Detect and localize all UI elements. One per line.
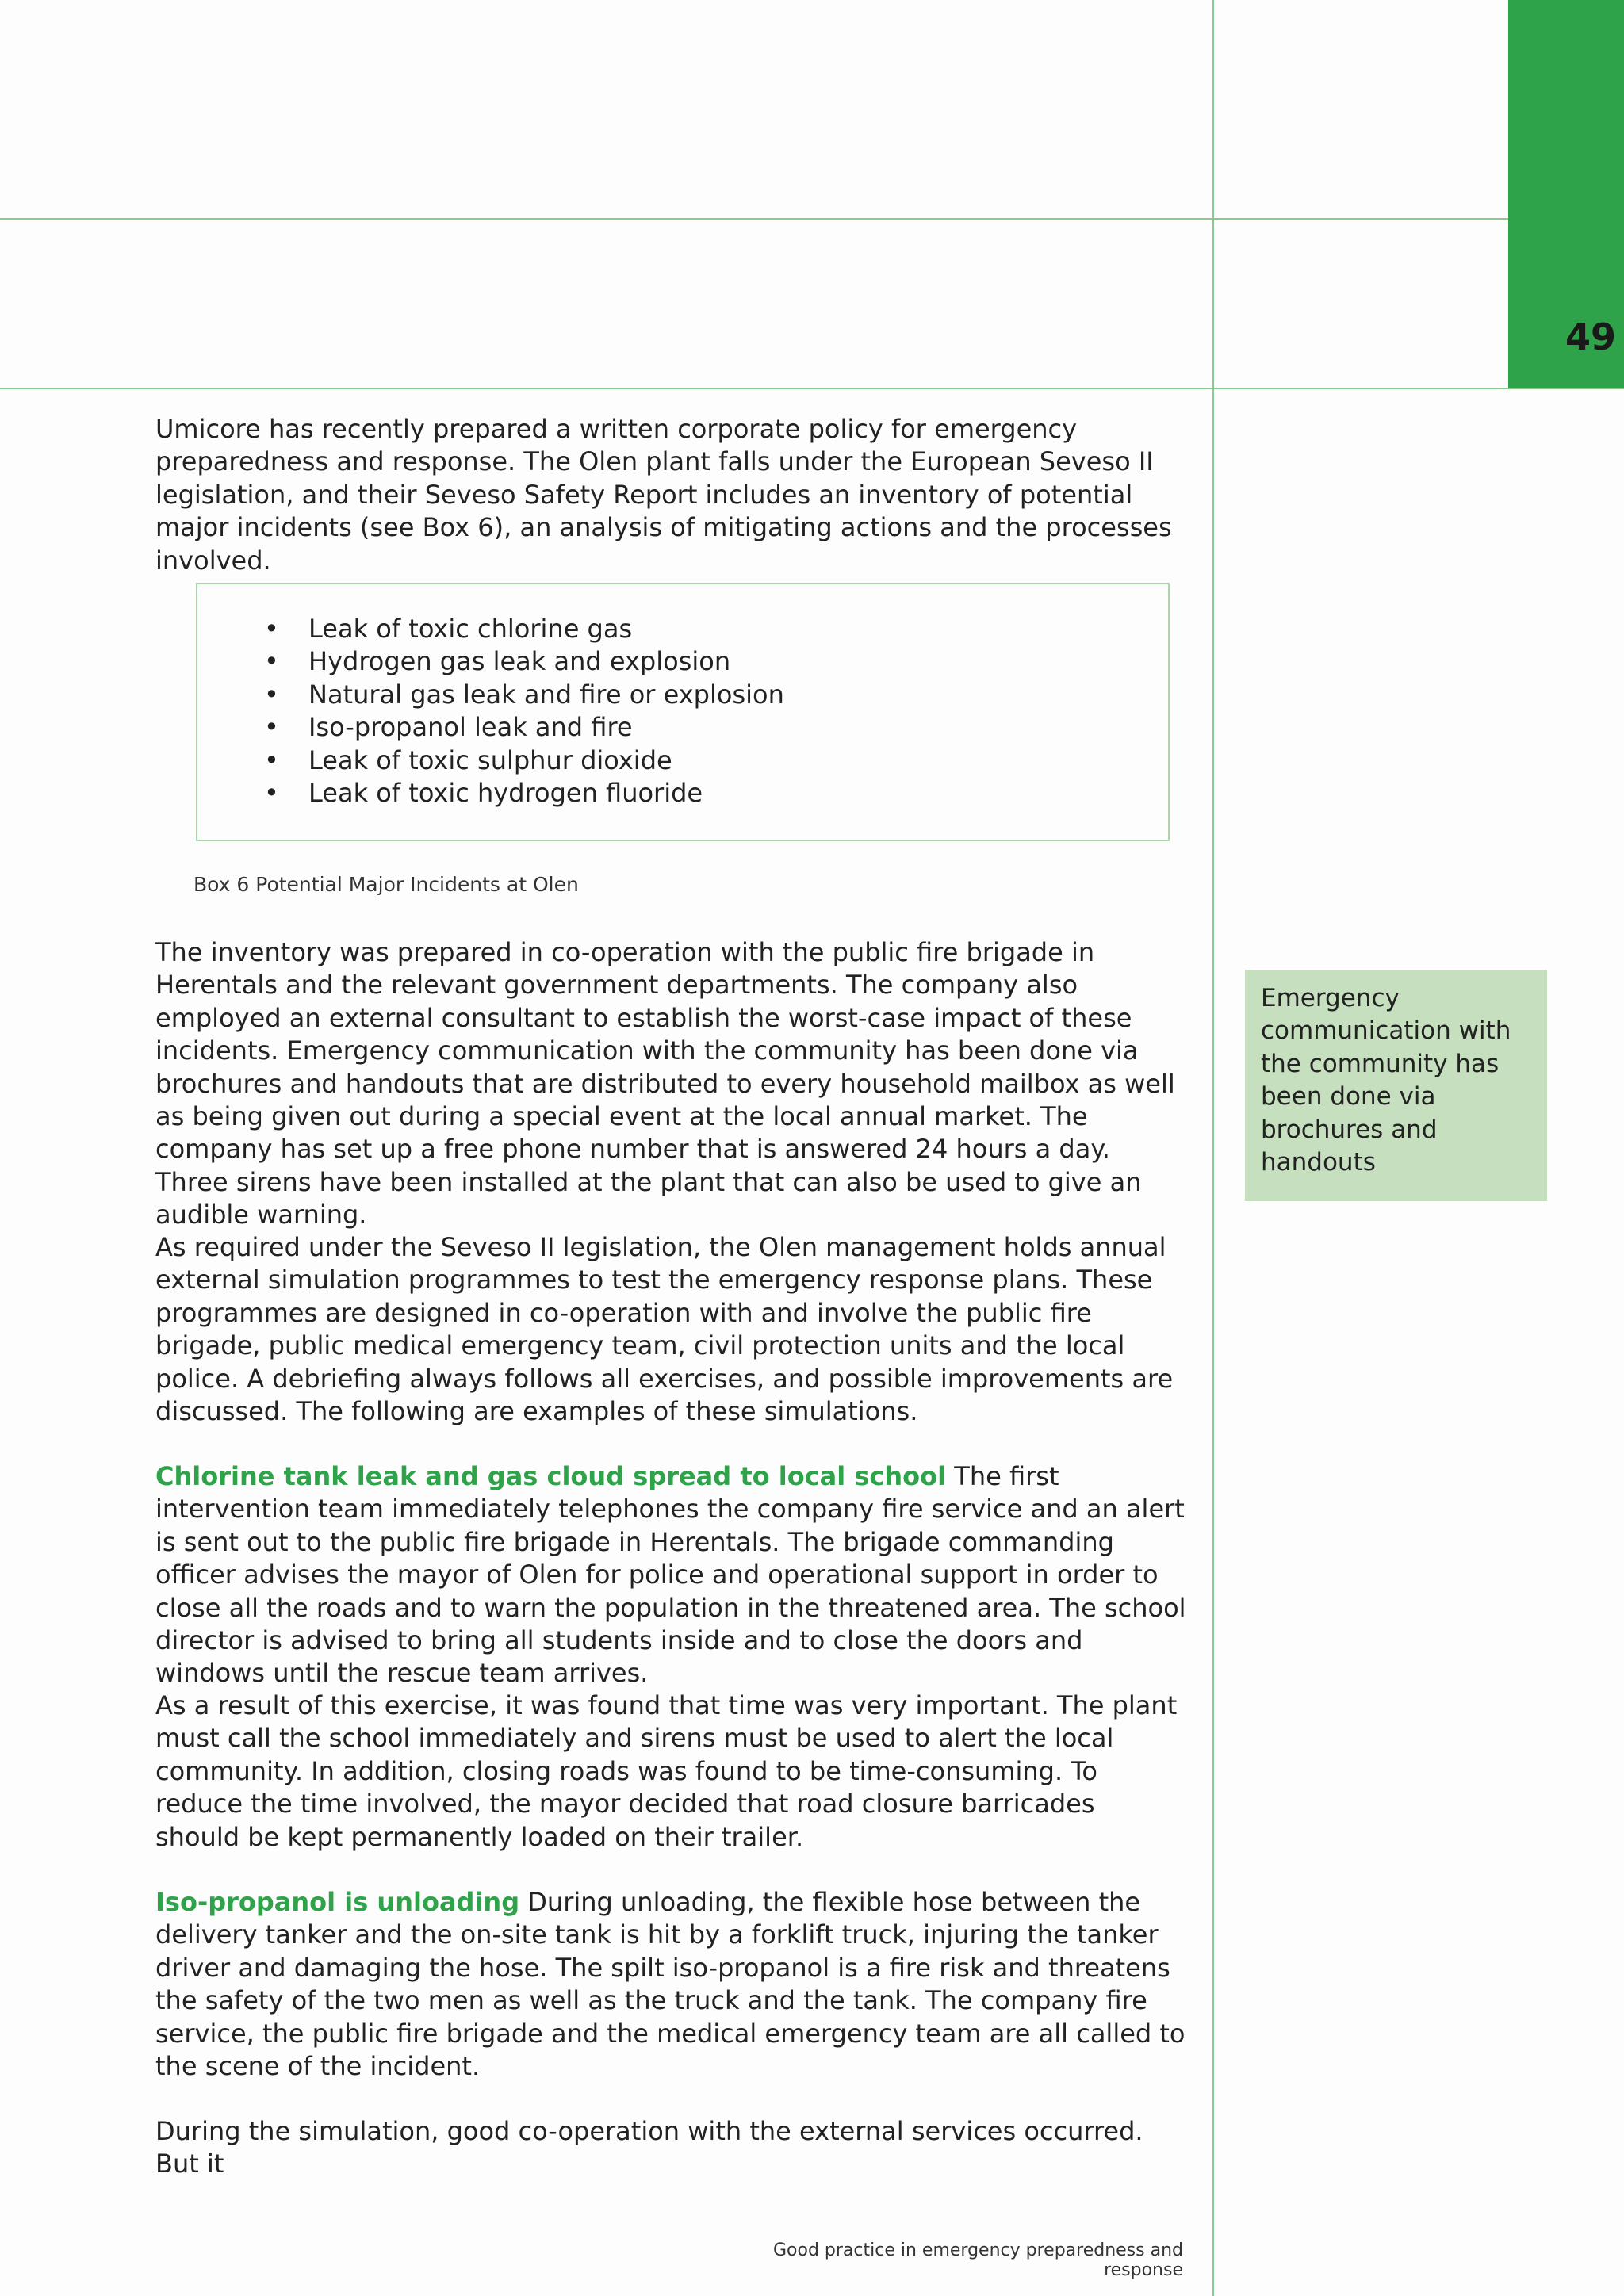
bullet-icon: • xyxy=(264,744,279,775)
paragraph-chlorine xyxy=(155,1460,1186,1690)
bullet-icon: • xyxy=(264,712,279,743)
column-divider xyxy=(1212,0,1214,2296)
list-item: • Iso-propanol leak and fire xyxy=(229,711,784,744)
page-number: 49 xyxy=(1565,316,1616,358)
chlorine-body: The first intervention team immediately telephones the company fire service and an alert is sent out to the public fire brigade in Herentals. The brigade commanding officer advises the mayor of Olen for police and operational support in order to close all the roads and to warn the population in the threatened area. The school director is advised to bring all students inside and to close the doors and windows until the rescue team arrives. xyxy=(155,1461,1186,1689)
bullet-icon: • xyxy=(264,614,279,644)
list-item: • Leak of toxic sulphur dioxide xyxy=(229,744,784,777)
pull-quote-text: Emergency communication with the community has been done via brochures and handouts xyxy=(1261,984,1511,1177)
paragraph-cooperation: During the simulation, good co-operation with the external services occurred. But it xyxy=(155,2116,1143,2179)
bullet-icon: • xyxy=(264,679,279,710)
bullet-icon: • xyxy=(264,778,279,809)
paragraph-simulations: As required under the Seveso II legislation, the Olen management holds annual external simulation programmes to test the emergency response plans. These programmes are designed in co-operation with and involve the public fire brigade, public medical emergency team, civil protection units and the local police. A debriefing always follows all exercises, and possible improvements are discussed. The following are examples of these simulations. xyxy=(155,1232,1174,1427)
running-footer: Good practice in emergency preparedness and response xyxy=(773,2241,1183,2280)
bullet-icon: • xyxy=(264,646,279,677)
list-item: • Leak of toxic hydrogen fluoride xyxy=(229,777,784,809)
list-item: • Natural gas leak and fire or explosion xyxy=(229,679,784,711)
paragraph-isopropanol xyxy=(155,1886,1186,2083)
top-rule xyxy=(0,218,1508,220)
paragraph-exercise-result: As a result of this exercise, it was found that time was very important. The plant must call the school immediately and sirens must be used to alert the local community. In addition, closing roads was found to be time-consuming. To reduce the time involved, the mayor decided that road closure barricades should be kept permanently loaded on their trailer. xyxy=(155,1690,1178,1852)
chlorine-heading: Chlorine tank leak and gas cloud spread to local school xyxy=(155,1461,947,1491)
paragraph-inventory: The inventory was prepared in co-operation with the public fire brigade in Herentals and the relevant government departments. The company also employed an external consultant to establish the worst-case impact of these incidents. Emergency communication with the community has been done via brochures and handouts that are distributed to every household mailbox as well as being given out during a special event at the local annual market. The company has set up a free phone number that is answered 24 hours a day. Three sirens have been installed at the plant that can also be used to give an audible warning. xyxy=(155,937,1175,1230)
isopropanol-body: During unloading, the flexible hose between the delivery tanker and the on-site tank is hit by a forklift truck, injuring the tanker driver and damaging the hose. The spilt iso-propanol is a fire risk and threatens the safety of the two men as well as the truck and the tank. The company fire service, the public fire brigade and the medical emergency team are all called to the scene of the incident. xyxy=(155,1887,1185,2082)
isopropanol-heading: Iso-propanol is unloading xyxy=(155,1887,520,1917)
sidebar-pull-quote xyxy=(1245,970,1547,1201)
paragraph-intro: Umicore has recently prepared a written corporate policy for emergency preparedness and response. The Olen plant falls under the European Seveso II legislation, and their Seveso Safety Report includes an inventory of potential major incidents (see Box 6), an analysis of mitigating actions and the processes involved. xyxy=(155,414,1172,576)
list-item: • Hydrogen gas leak and explosion xyxy=(229,645,784,678)
header-rule xyxy=(0,388,1624,389)
box-6-incident-list xyxy=(196,583,1170,841)
box-caption: Box 6 Potential Major Incidents at Olen xyxy=(193,873,579,896)
list-item: • Leak of toxic chlorine gas xyxy=(229,613,784,645)
incident-list xyxy=(229,613,784,809)
